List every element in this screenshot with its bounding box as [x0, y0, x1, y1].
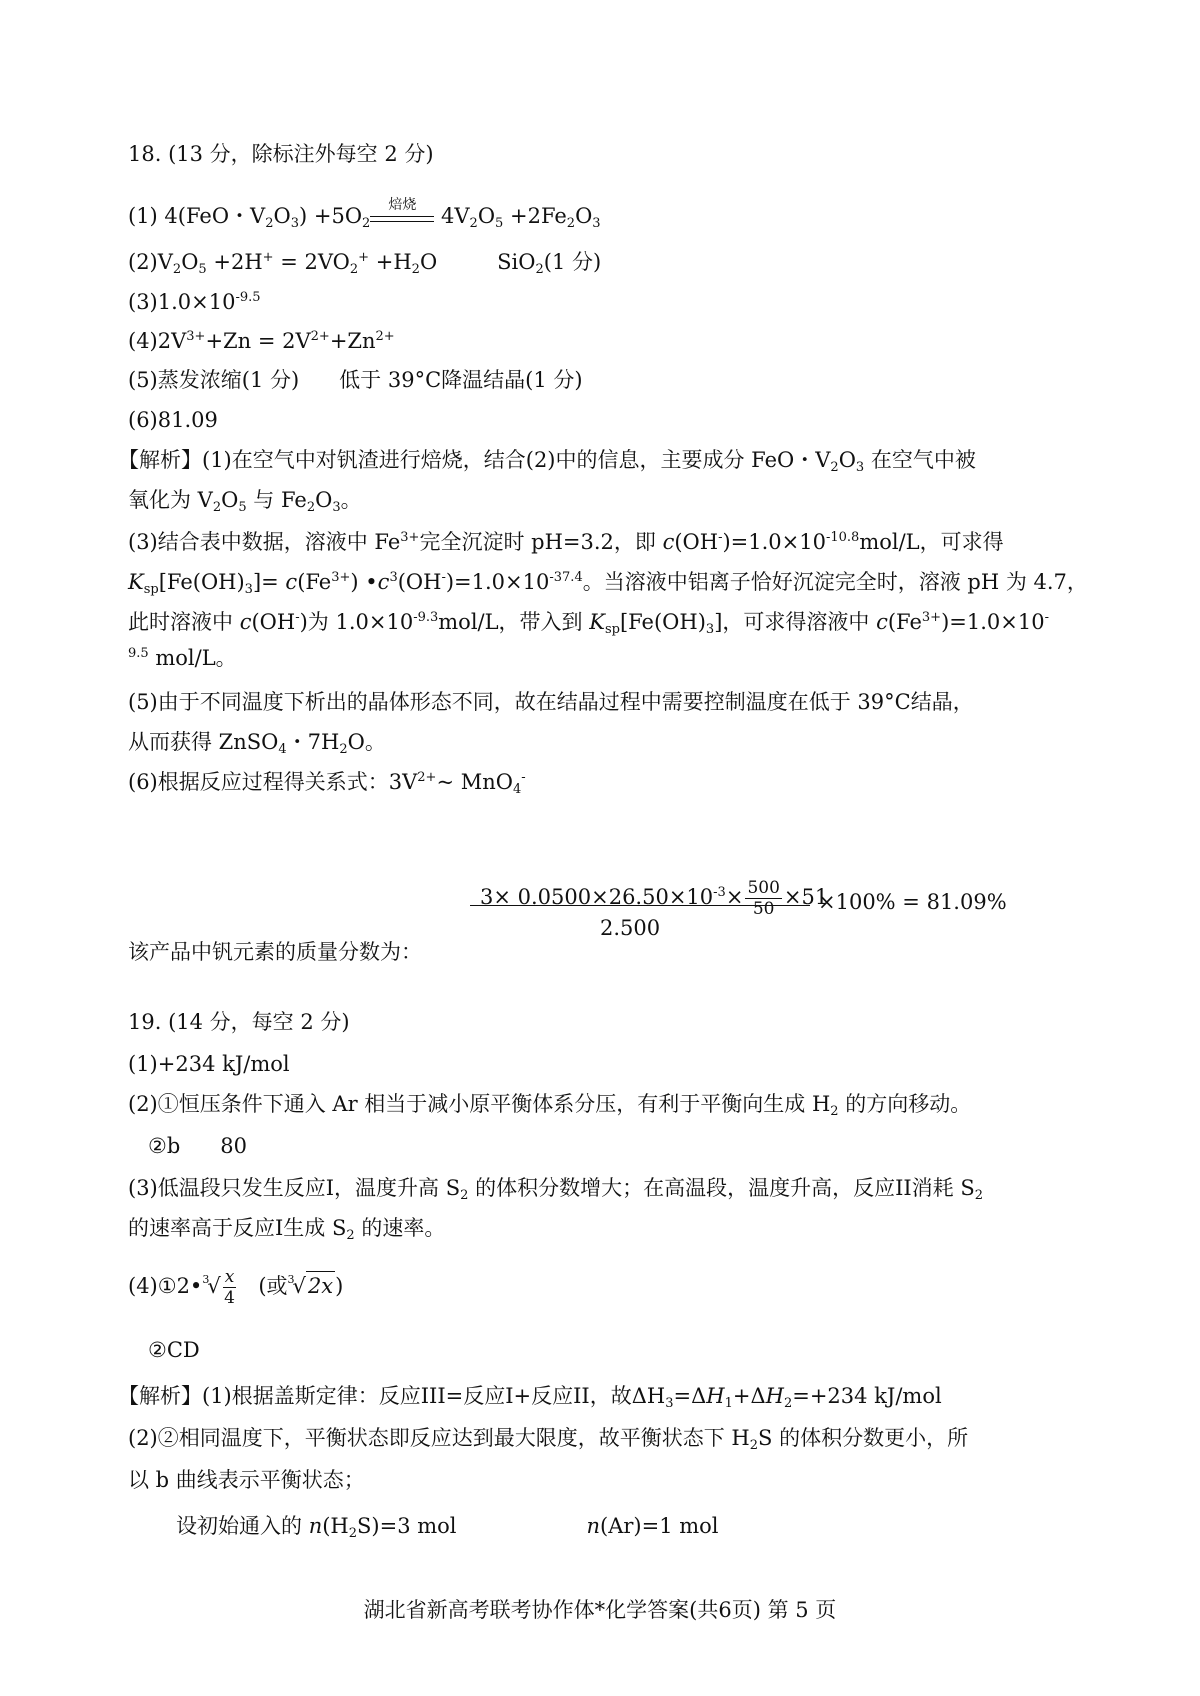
formula-result: ×100% = 81.09%: [818, 890, 1007, 914]
q19-explanation-line-2: (2)②相同温度下，平衡状态即反应达到最大限度，故平衡状态下 $H_2S$ 的体积分数更小，所: [128, 1426, 969, 1453]
q19-answer-4-2: ②CD: [148, 1338, 200, 1362]
fraction-bar: [470, 905, 810, 906]
q18-answer-2: $(2)V_2O_5 +2H^+ = 2VO_2^+ +H_2O$ SiO$_2$(1 分): [128, 250, 602, 277]
q18-header: 18. (13 分，除标注外每空 2 分): [128, 142, 434, 166]
formula-numerator: $3\times 0.0500\times 26.50\times 10^{-3}\times$ $\frac{500}{50}$ ×51: [480, 878, 829, 919]
cube-root-expression: $^3$√ $\frac{x}{4}$: [202, 1267, 235, 1308]
q19-explanation-line-3: 以 b 曲线表示平衡状态；: [128, 1468, 365, 1492]
q18-mass-fraction-label: 该产品中钒元素的质量分数为：: [128, 940, 422, 964]
q18-explanation-line-1: 【解析】(1)在空气中对钒渣进行焙烧，结合(2)中的信息，主要成分 FeO・$V_2O_3$ 在空气中被: [118, 448, 976, 475]
q19-answer-1: (1)+234 kJ/mol: [128, 1052, 290, 1076]
q19-answer-2-2: ②b 80: [148, 1134, 248, 1158]
q19-answer-3-line-2: 的速率高于反应I生成 $S_2$ 的速率。: [128, 1216, 446, 1243]
q18-explanation-line-8: 从而获得 ZnSO$_4$・$7H_2O$。: [128, 730, 386, 757]
formula-denominator: 2.500: [600, 916, 661, 940]
page-footer: 湖北省新高考联考协作体*化学答案(共6页) 第 5 页: [363, 1598, 837, 1622]
q19-explanation-line-4: 设初始通入的 $n(H_2S)=3$ mol n(Ar)=1 mol: [176, 1514, 719, 1541]
q18-answer-4: $(4)2V^{3+}+Zn = 2V^{2+}+Zn^{2+}$: [128, 329, 395, 353]
q18-explanation-line-7: (5)由于不同温度下析出的晶体形态不同，故在结晶过程中需要控制温度在低于 39°C结晶，: [128, 690, 974, 714]
inner-fraction: $\frac{500}{50}$: [747, 878, 780, 919]
q19-header: 19. (14 分，每空 2 分): [128, 1010, 350, 1034]
q19-answer-3-line-1: (3)低温段只发生反应I，温度升高 $S_2$ 的体积分数增大；在高温段，温度升高，反应II消耗 $S_2$: [128, 1176, 984, 1203]
q18-explanation-line-6: $^{9.5}$ mol/L。: [128, 646, 237, 670]
q18-explanation-line-9: (6)根据反应过程得关系式：$3V^{2+}\sim$ MnO$_4$-: [128, 770, 526, 797]
cube-root-alt: $^3$√2x: [287, 1273, 334, 1298]
mass-fraction-formula: [470, 860, 1007, 950]
q18-answer-6: (6)81.09: [128, 408, 218, 432]
q18-explanation-line-2: 氧化为 $V_2O_5$ 与 $Fe_2O_3$。: [128, 488, 362, 515]
reaction-condition: 焙烧: [370, 216, 434, 230]
q18-explanation-line-4: $K_{sp}[Fe(OH)_3]= c(Fe^{3+})$ $•c^3(OH^-)=1.0\times 10^{-37.4}$。当溶液中铝离子恰好沉淀完全时，溶液 pH 为 4.7，: [128, 570, 1088, 597]
q18-explanation-line-3: (3)结合表中数据，溶液中 $Fe^{3+}$完全沉淀时 pH=3.2，即 $c(OH^-)=1.0\times 10^{-10.8}mol/L$，可求得: [128, 530, 1004, 554]
q19-answer-2-1: (2)①恒压条件下通入 Ar 相当于减小原平衡体系分压，有利于平衡向生成 $H_2$ 的方向移动。: [128, 1092, 972, 1119]
q18-explanation-line-5: 此时溶液中 c(OH-)为 $1.0\times 10^{-9.3}mol/L$，带入到 $K_{sp}[Fe(OH)_3]$，可求得溶液中 $c(Fe^{3+})=1.0\times 10^-$: [128, 610, 1049, 637]
q18-answer-5: (5)蒸发浓缩(1 分) 低于 39°C降温结晶(1 分): [128, 368, 583, 392]
q18-answer-3: $(3)1.0\times 10^{-9.5}$: [128, 290, 261, 314]
q19-explanation-line-1: 【解析】(1)根据盖斯定律：反应III=反应I+反应II，故$\Delta H_3=\Delta H_1+\Delta H_2=+234$ kJ/mol: [118, 1384, 942, 1411]
q18-answer-1: (1) 4(FeO・$V_2O_3) +5O_2$ 焙烧 $4V_2O_5 +2Fe_2O_3$: [128, 197, 601, 231]
q19-answer-4-1: (4)①2•$^3$√ $\frac{x}{4}$ (或$^3$√2x): [128, 1267, 344, 1308]
